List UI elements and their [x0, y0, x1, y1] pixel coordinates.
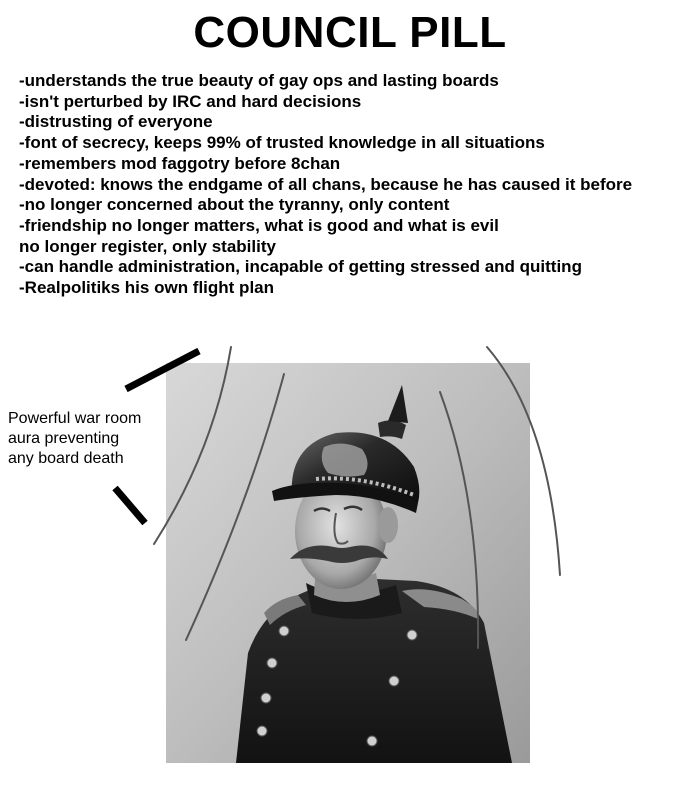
aura-caption-text: Powerful war room aura preventing any board death	[8, 410, 142, 467]
trait-item: -no longer concerned about the tyranny, only content	[19, 195, 450, 215]
aura-slash-bottom	[115, 488, 145, 523]
trait-item: -understands the true beauty of gay ops and lasting boards	[19, 71, 499, 90]
portrait-illustration	[166, 363, 530, 763]
trait-item: -isn't perturbed by IRC and hard decisions	[19, 91, 362, 111]
trait-item: -remembers mod faggotry before 8chan	[19, 153, 341, 173]
trait-item: -devoted: knows the endgame of all chans, because he has caused it before	[19, 174, 633, 194]
portrait-photo	[166, 363, 530, 763]
helmet-emblem	[322, 443, 368, 476]
helmet-spike-base	[378, 420, 406, 439]
trait-item: -font of secrecy, keeps 99% of trusted knowledge in all situations	[19, 133, 545, 153]
trait-item: -friendship no longer matters, what is good and what is evil no longer register, only stability	[19, 215, 499, 256]
traits-list	[19, 71, 689, 299]
trait-item: -can handle administration, incapable of getting stressed and quitting	[19, 257, 582, 277]
aura-caption	[8, 409, 168, 469]
trait-item: -Realpolitiks his own flight plan	[19, 278, 275, 298]
meme-title: COUNCIL PILL	[193, 8, 507, 57]
trait-item: -distrusting of everyone	[19, 112, 213, 132]
